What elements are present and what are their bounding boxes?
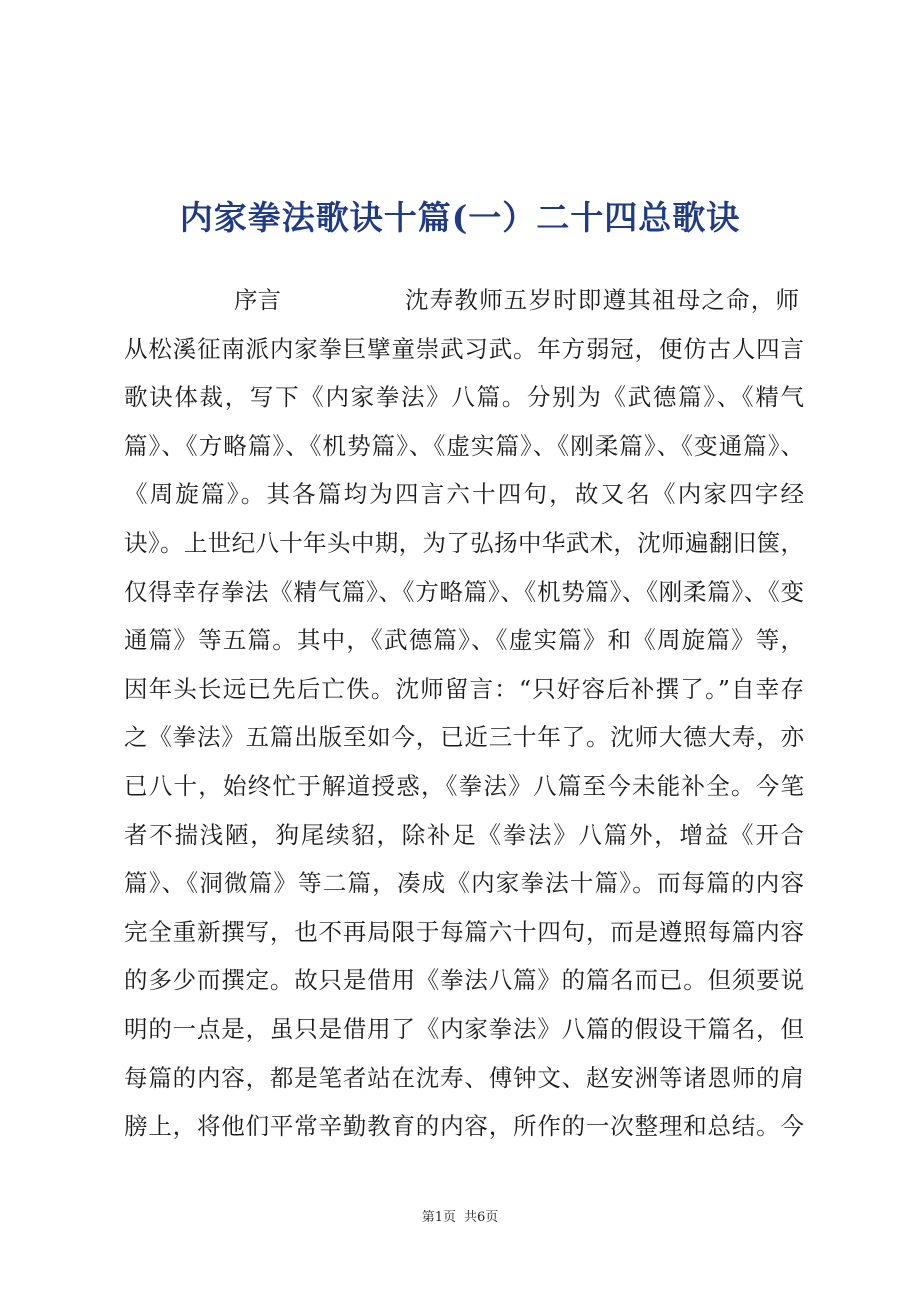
- document-title: 内家拳法歌诀十篇(一）二十四总歌诀: [179, 198, 741, 237]
- body-line: 每篇的内容，都是笔者站在沈寿、傅钟文、赵安洲等诸恩师的肩: [124, 1063, 804, 1092]
- body-line: 篇》、《方略篇》、《机势篇》、《虚实篇》、《刚柔篇》、《变通篇》、: [124, 431, 804, 460]
- page-footer: [0, 1206, 920, 1225]
- body-line: 明的一点是，虽只是借用了《内家拳法》八篇的假设干篇名，但: [124, 1014, 804, 1043]
- section-heading: 序言: [234, 286, 281, 314]
- body-line: 《周旋篇》。其各篇均为四言六十四句，故又名《内家四字经: [124, 480, 804, 509]
- body-line: 者不揣浅陋，狗尾续貂，除补足《拳法》八篇外，增益《开合: [124, 820, 804, 849]
- body-line: 通篇》等五篇。其中，《武德篇》、《虚实篇》和《周旋篇》等，: [124, 626, 804, 655]
- body-line: 因年头长远已先后亡佚。沈师留言：“只好容后补撰了。”自幸存: [124, 674, 804, 703]
- document-body: [124, 276, 804, 1151]
- body-line: 沈寿教师五岁时即遵其祖母之命，师: [405, 286, 801, 314]
- page-number: 第1页: [421, 1210, 456, 1225]
- body-line: 的多少而撰定。故只是借用《拳法八篇》的篇名而已。但须要说: [124, 966, 804, 995]
- body-line: 之《拳法》五篇出版至如今，已近三十年了。沈师大德大寿，亦: [124, 723, 804, 752]
- body-line: 篇》、《洞微篇》等二篇，凑成《内家拳法十篇》。而每篇的内容: [124, 869, 804, 898]
- body-line: 已八十，始终忙于解道授惑，《拳法》八篇至今未能补全。今笔: [124, 771, 804, 800]
- body-line: 从松溪征南派内家拳巨擘童崇武习武。年方弱冠，便仿古人四言: [124, 334, 804, 363]
- body-line: 诀》。上世纪八十年头中期，为了弘扬中华武术，沈师遍翻旧箧，: [124, 528, 804, 557]
- body-line: 仅得幸存拳法《精气篇》、《方略篇》、《机势篇》、《刚柔篇》、《变: [124, 577, 804, 606]
- body-line-first: [124, 276, 804, 325]
- body-line: 歌诀体裁，写下《内家拳法》八篇。分别为《武德篇》、《精气: [124, 383, 804, 412]
- body-line: 完全重新撰写，也不再局限于每篇六十四句，而是遵照每篇内容: [124, 917, 804, 946]
- page-total: 共6页: [464, 1210, 499, 1225]
- body-line: 膀上，将他们平常辛勤教育的内容，所作的一次整理和总结。今: [124, 1112, 804, 1141]
